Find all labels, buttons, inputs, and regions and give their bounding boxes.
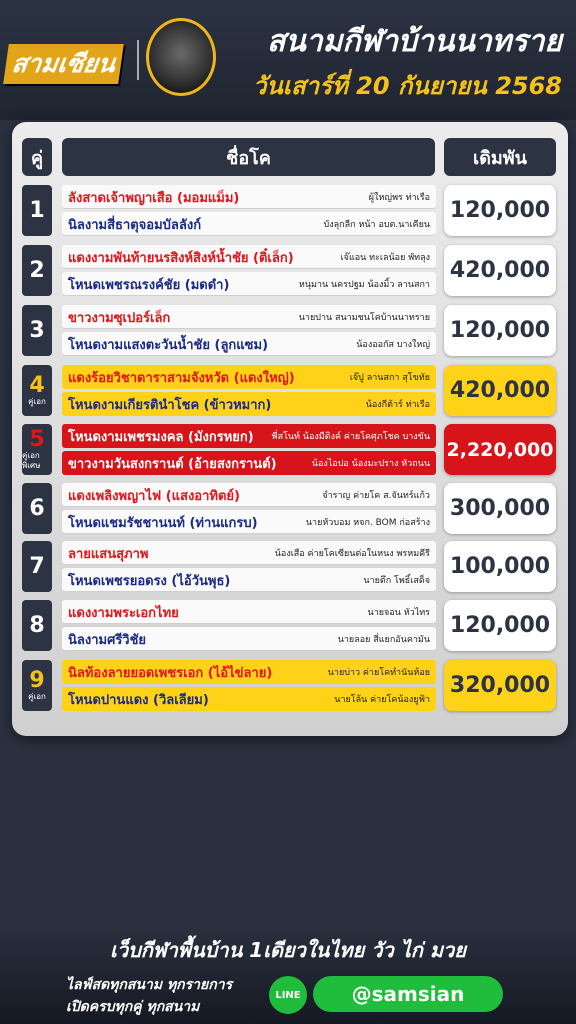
match-row xyxy=(22,185,556,236)
bull-owner-bottom: น้องไอปอ น้องมะปราง หัวถนน xyxy=(311,459,430,469)
match-row xyxy=(22,660,556,711)
pair-number xyxy=(22,424,52,475)
pair-number-value: 9 xyxy=(29,667,45,693)
bull-name-bottom: นิลงามสี่ธาตุจอมบัลลังก์ xyxy=(68,217,202,233)
bull-owner-top: เจ๊แอน ทะเลน้อย พัทลุง xyxy=(340,253,430,263)
pair-number-sub: คู่เอก xyxy=(28,691,46,701)
bull-bottom xyxy=(62,451,436,475)
bull-owner-top: นายปาน สนามชนโคบ้านนาทราย xyxy=(298,313,430,323)
bull-bottom xyxy=(62,332,436,356)
pair-number-value: 5 xyxy=(29,426,45,452)
bull-name-bottom: โหนดงามแสงตะวันน้ำชัย (ลูกแซม) xyxy=(68,337,269,353)
match-row xyxy=(22,541,556,592)
bull-name-top: แดงร้อยวิชาดาราสามจังหวัด (แดงใหญ่) xyxy=(68,370,295,386)
match-row xyxy=(22,245,556,296)
footer-line-1: ไลฟ์สดทุกสนาม ทุกรายการ xyxy=(66,977,233,993)
bull-top xyxy=(62,365,436,389)
line-handle-button[interactable]: @samsian xyxy=(313,976,503,1012)
line-app-icon[interactable]: LINE xyxy=(269,976,307,1014)
bull-name-bottom: โหนดเพชรยอดรง (ไอ้วันพุธ) xyxy=(68,573,231,589)
pair-number-value: 4 xyxy=(29,372,45,398)
column-header-name: ชื่อโค xyxy=(62,138,435,176)
bull-bottom xyxy=(62,212,436,236)
bull-logo-icon xyxy=(146,18,216,96)
bull-owner-bottom: น้องกีต้าร์ ท่าเรือ xyxy=(365,400,430,410)
bull-top xyxy=(62,600,436,624)
bull-top xyxy=(62,660,436,684)
bull-owner-top: น้องเสือ ค่ายโคเซียนต่อในหนง พรหมคีรี xyxy=(274,549,430,559)
bull-name-top: นิลท้องลายยอดเพชรเอก (ไอ้ไข่ลาย) xyxy=(68,665,273,681)
footer-slogan: เว็บกีฬาพื้นบ้าน 1เดียวในไทย วัว ไก่ มวย xyxy=(110,938,466,962)
bull-name-bottom: โหนดแชมรัชชานนท์ (ท่านแกรบ) xyxy=(68,515,258,531)
pair-number xyxy=(22,541,52,592)
bull-owner-bottom: น้องออกัส บางใหญ่ xyxy=(356,340,430,350)
bull-top xyxy=(62,305,436,329)
column-header-pair: คู่ xyxy=(22,138,52,176)
bull-owner-top: พี่สโนท์ น้องมีดิงค์ ค่ายโคศุภโชค บางขัน xyxy=(271,432,430,442)
bull-owner-bottom: นายหัวบอม หจก. BOM ก่อสร้าง xyxy=(305,518,430,528)
bull-name-top: แดงงามพันท้ายนรสิงห์สิงห์น้ำชัย (ติ๋เล็ก) xyxy=(68,250,294,266)
bull-top xyxy=(62,424,436,448)
bull-bottom xyxy=(62,627,436,651)
pair-number-value: 8 xyxy=(29,612,45,638)
bull-top xyxy=(62,245,436,269)
bull-name-top: ลังสาดเจ้าพญาเสือ (มอมแม็ม) xyxy=(68,190,240,206)
bet-amount: 320,000 xyxy=(444,660,556,711)
bull-owner-bottom: นายตึก โพธิ์เสด็จ xyxy=(363,576,430,586)
bull-name-top: โหนดงามเพชรมงคล (มังกรหยก) xyxy=(68,429,254,445)
pair-number-value: 2 xyxy=(29,257,45,283)
bull-name-bottom: ขาวงามวันสงกรานต์ (อ้ายสงกรานต์) xyxy=(68,456,277,472)
pair-number xyxy=(22,185,52,236)
pair-number-value: 3 xyxy=(29,317,45,343)
bull-owner-top: ผู้ใหญ่พร ท่าเรือ xyxy=(368,193,430,203)
bull-owner-bottom: นายลอย สี่แยกอันคามัน xyxy=(337,635,430,645)
bull-owner-top: นายบ่าว ค่ายโคทำนันห้อย xyxy=(327,668,430,678)
bet-amount: 100,000 xyxy=(444,541,556,592)
bull-bottom xyxy=(62,510,436,534)
match-row xyxy=(22,600,556,651)
bull-bottom xyxy=(62,392,436,416)
bull-bottom xyxy=(62,568,436,592)
bull-owner-bottom: นายโล้น ค่ายโคน้องยูฟ้า xyxy=(334,695,430,705)
bull-owner-top: นายจอน หัวไทร xyxy=(367,608,430,618)
match-row xyxy=(22,424,556,475)
match-row xyxy=(22,365,556,416)
pair-number-value: 7 xyxy=(29,553,45,579)
bet-amount: 2,220,000 xyxy=(444,424,556,475)
pair-number-value: 6 xyxy=(29,495,45,521)
bull-name-bottom: นิลงามศรีวิชัย xyxy=(68,632,147,648)
bull-owner-bottom: หนุมาน นครปฐม น้องมิ้ว ลานสกา xyxy=(298,280,430,290)
event-date: วันเสาร์ที่ 20 กันยายน 2568 xyxy=(252,72,562,100)
bet-amount: 420,000 xyxy=(444,365,556,416)
bull-top xyxy=(62,541,436,565)
bull-owner-bottom: บังลุกลีก หน้า อบต.นาเคียน xyxy=(323,220,430,230)
bull-name-bottom: โหนดเพชรณรงค์ชัย (มดดำ) xyxy=(68,277,230,293)
bull-bottom xyxy=(62,687,436,711)
pair-number-sub: คู่เอก xyxy=(28,396,46,406)
pair-number xyxy=(22,483,52,534)
bull-name-top: แดงงามพระเอกไทย xyxy=(68,605,179,621)
bull-owner-top: จำราญ ค่ายโค ส.จันทร์แก้ว xyxy=(322,491,430,501)
bet-amount: 420,000 xyxy=(444,245,556,296)
bull-bottom xyxy=(62,272,436,296)
pair-number-value: 1 xyxy=(29,197,45,223)
pair-number xyxy=(22,305,52,356)
match-row xyxy=(22,483,556,534)
brand-logo: สามเซียน xyxy=(3,44,124,84)
brand-divider xyxy=(137,40,139,80)
footer-line-2: เปิดครบทุกคู่ ทุกสนาม xyxy=(66,999,200,1015)
bull-owner-top: เจ๊ปู ลานสกา สุโขทัย xyxy=(349,373,430,383)
pair-number xyxy=(22,600,52,651)
bet-amount: 120,000 xyxy=(444,185,556,236)
bull-name-bottom: โหนดงามเกียรตินำโชค (ข้าวหมาก) xyxy=(68,397,272,413)
column-header-bet: เดิมพัน xyxy=(444,138,556,176)
bull-name-top: แดงเพลิงพญาไฟ (แสงอาทิตย์) xyxy=(68,488,240,504)
bet-amount: 120,000 xyxy=(444,305,556,356)
page-title: สนามกีฬาบ้านนาทราย xyxy=(266,24,562,59)
bull-name-top: ขาวงามซุเปอร์เล็ก xyxy=(68,310,171,326)
bet-amount: 300,000 xyxy=(444,483,556,534)
bull-top xyxy=(62,483,436,507)
pair-number xyxy=(22,660,52,711)
match-row xyxy=(22,305,556,356)
bet-amount: 120,000 xyxy=(444,600,556,651)
bull-name-top: ลายแสนสุภาพ xyxy=(68,546,149,562)
pair-number-sub: คู่เอกพิเศษ xyxy=(22,450,41,470)
pair-number xyxy=(22,365,52,416)
bull-name-bottom: โหนดปานแดง (วิลเลียม) xyxy=(68,692,209,708)
pair-number xyxy=(22,245,52,296)
bull-top xyxy=(62,185,436,209)
